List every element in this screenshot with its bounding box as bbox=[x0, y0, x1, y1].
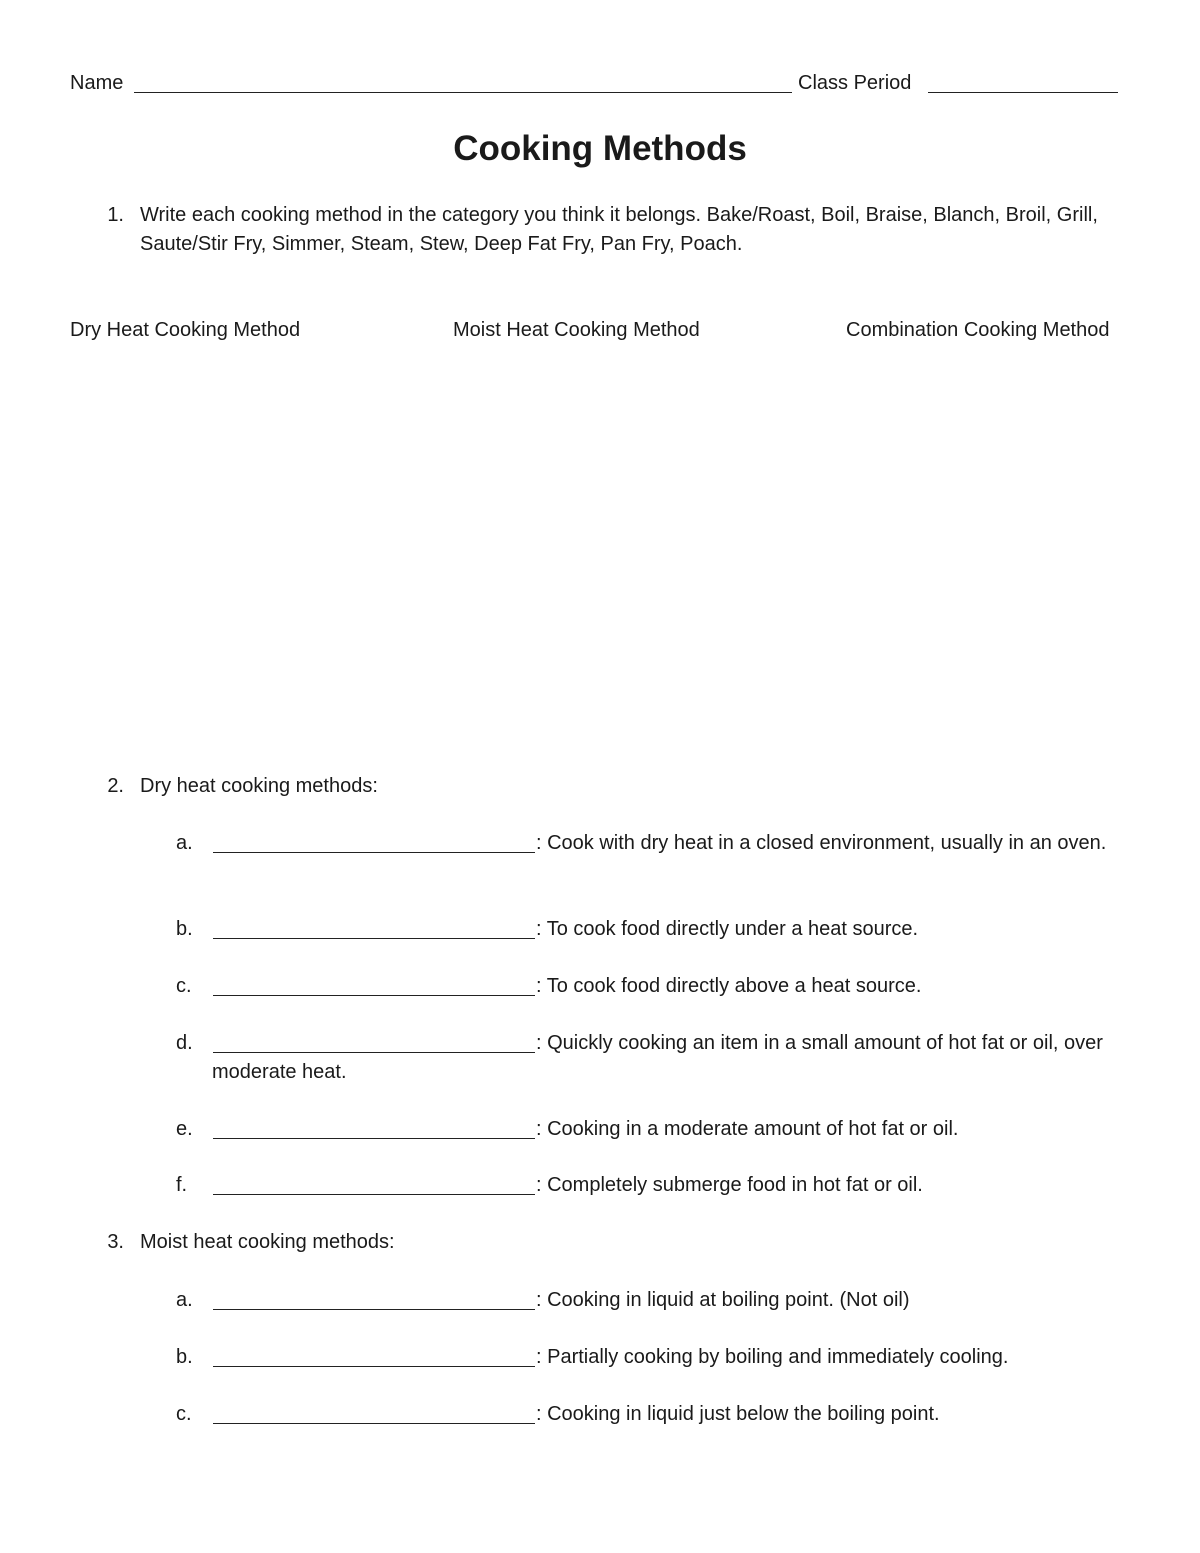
item-definition: : Cooking in liquid at boiling point. (Not oil) bbox=[536, 1289, 910, 1311]
name-blank[interactable] bbox=[134, 74, 792, 93]
question-3-number: 3. bbox=[107, 1231, 124, 1253]
category-dry-heat: Dry Heat Cooking Method bbox=[70, 319, 301, 341]
question-3-text: Moist heat cooking methods: bbox=[140, 1231, 395, 1253]
answer-blank[interactable] bbox=[213, 920, 535, 939]
item-letter: f. bbox=[176, 1174, 188, 1196]
question-2-number: 2. bbox=[107, 775, 124, 797]
question-2-text: Dry heat cooking methods: bbox=[140, 775, 378, 797]
answer-blank[interactable] bbox=[213, 977, 535, 996]
class-period-label: Class Period bbox=[798, 72, 912, 94]
item-definition: : To cook food directly above a heat source. bbox=[536, 975, 922, 997]
category-combination: Combination Cooking Method bbox=[846, 319, 1110, 341]
item-letter: b. bbox=[176, 1346, 193, 1368]
item-letter: e. bbox=[176, 1118, 193, 1140]
item-definition: : Completely submerge food in hot fat or oil. bbox=[536, 1174, 923, 1196]
item-letter: c. bbox=[176, 1403, 192, 1425]
question-1-text: Write each cooking method in the category you think it belongs. Bake/Roast, Boil, Braise, Blanch, Broil, Grill, Saute/Stir Fry, Simmer, Steam, Stew, Deep Fat Fry, Pan Fry, Poach. bbox=[140, 204, 1098, 255]
item-letter: d. bbox=[176, 1032, 193, 1054]
item-definition: : Cooking in liquid just below the boiling point. bbox=[536, 1403, 940, 1425]
answer-blank[interactable] bbox=[213, 1291, 535, 1310]
page-title: Cooking Methods bbox=[453, 129, 747, 168]
item-letter: c. bbox=[176, 975, 192, 997]
item-definition: : Quickly cooking an item in a small amount of hot fat or oil, over moderate heat. bbox=[212, 1032, 1103, 1083]
item-definition: : Partially cooking by boiling and immediately cooling. bbox=[536, 1346, 1009, 1368]
answer-blank[interactable] bbox=[213, 1348, 535, 1367]
name-label: Name bbox=[70, 72, 124, 94]
item-definition: : Cook with dry heat in a closed environment, usually in an oven. bbox=[536, 832, 1107, 854]
answer-blank[interactable] bbox=[213, 1120, 535, 1139]
item-letter: a. bbox=[176, 1289, 193, 1311]
answer-blank[interactable] bbox=[213, 1176, 535, 1195]
answer-blank[interactable] bbox=[213, 1405, 535, 1424]
item-definition: : Cooking in a moderate amount of hot fat or oil. bbox=[536, 1118, 959, 1140]
item-letter: b. bbox=[176, 918, 193, 940]
class-period-blank[interactable] bbox=[928, 74, 1118, 93]
category-moist-heat: Moist Heat Cooking Method bbox=[453, 319, 700, 341]
question-1-number: 1. bbox=[107, 204, 124, 226]
item-letter: a. bbox=[176, 832, 193, 854]
item-definition: : To cook food directly under a heat source. bbox=[536, 918, 919, 940]
